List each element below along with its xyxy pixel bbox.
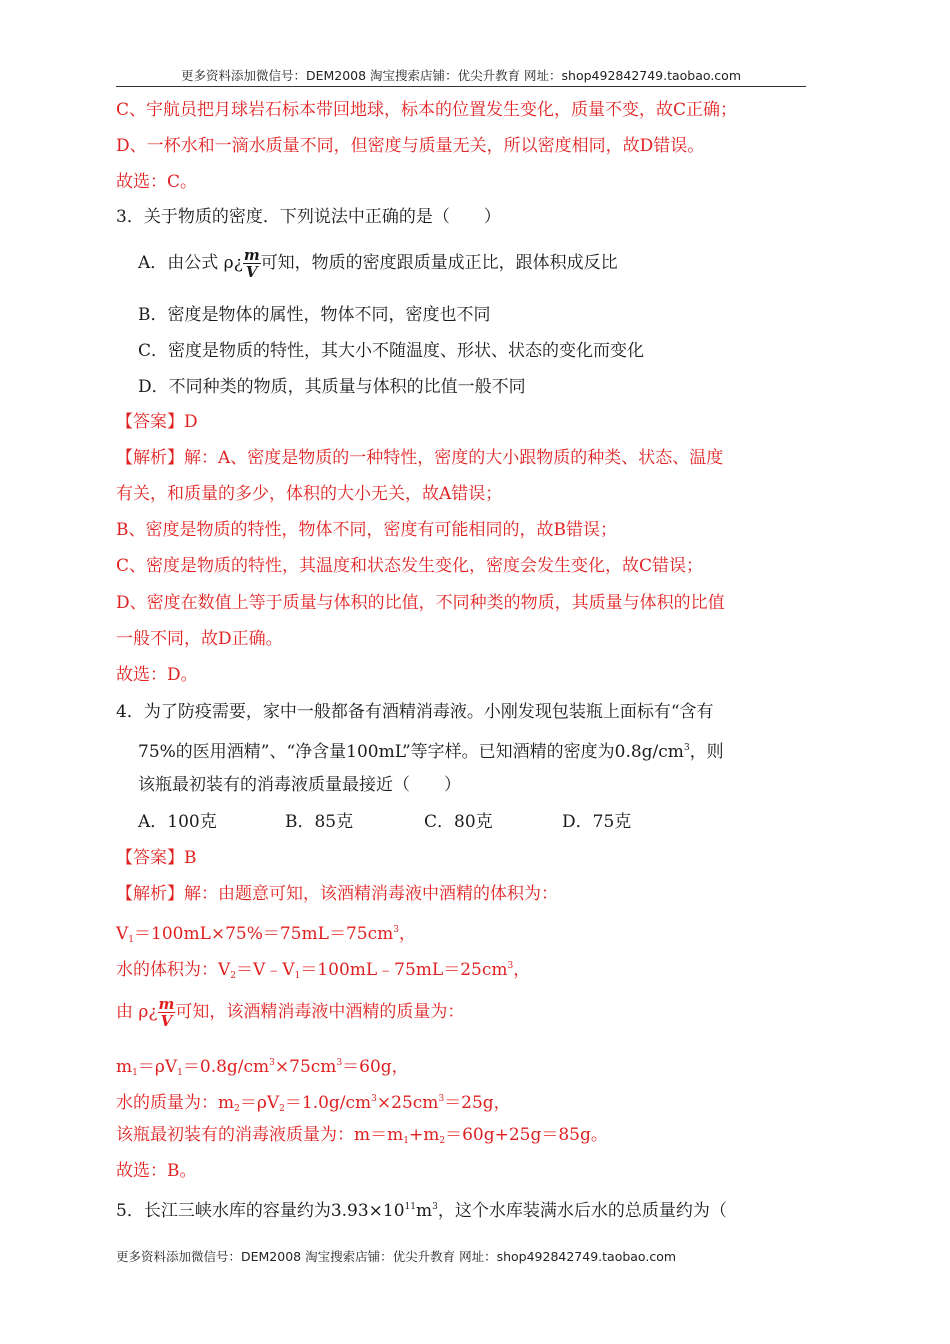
q4-explanation-1: 【解析】解：由题意可知，该酒精消毒液中酒精的体积为： bbox=[116, 884, 558, 904]
q3-stem: 3．关于物质的密度．下列说法中正确的是（ ） bbox=[116, 207, 501, 227]
q3-option-d: D．不同种类的物质，其质量与体积的比值一般不同 bbox=[138, 377, 526, 397]
q4-option-d: D．75克 bbox=[562, 812, 632, 832]
q3-explanation-3: B、密度是物质的特性，物体不同，密度有可能相同的，故B错误； bbox=[116, 520, 617, 540]
q4-options bbox=[138, 811, 631, 833]
q3-answer: 【答案】D bbox=[116, 412, 198, 432]
q4-option-c: C．80克 bbox=[424, 812, 493, 832]
q3-explanation-1: 【解析】解：A、密度是物质的一种特性，密度的大小跟物质的种类、状态、温度 bbox=[116, 448, 724, 468]
page-footer: 更多资料添加微信号：DEM2008 淘宝搜索店铺：优尖升教育 网址：shop492842749.taobao.com bbox=[116, 1249, 677, 1264]
q4-explanation-5: $m_1=\rho V_1=0.8g/cm^3\times 75cm^3=60g$， bbox=[116, 1057, 409, 1078]
q5-stem: 5．长江三峡水库的容量约为$3.93\times 10^{11}m^3$，这个水库装满水后水的总质量约为（ bbox=[116, 1201, 727, 1221]
q4-option-b: B．85克 bbox=[285, 812, 354, 832]
q4-stem-3: 该瓶最初装有的消毒液质量最接近（ ） bbox=[138, 775, 461, 795]
q4-explanation-6: 水的质量为：$m_2=\rho V_2=1.0g/cm^3\times 25cm^3=25g$， bbox=[116, 1093, 511, 1114]
prev-choice: 故选：C。 bbox=[116, 172, 198, 192]
q3-option-a: A．由公式 ρ¿ $\frac{m}{V}$ 可知，物质的密度跟质量成正比，跟体积成反比 bbox=[138, 246, 618, 281]
q3-explanation-5: D、密度在数值上等于质量与体积的比值，不同种类的物质，其质量与体积的比值 bbox=[116, 593, 725, 613]
q4-explanation-3: 水的体积为：$V_2=V﹣V_1=100mL﹣75mL=25cm^3$， bbox=[116, 960, 531, 981]
q4-explanation-7: 该瓶最初装有的消毒液质量为：$m=m_1+m_2=60g+25g=85g$。 bbox=[116, 1125, 608, 1146]
header-divider bbox=[116, 86, 806, 87]
density-fraction: $\frac{m}{V}$ bbox=[243, 246, 260, 281]
page-header: 更多资料添加微信号：DEM2008 淘宝搜索店铺：优尖升教育 网址：shop492842749.taobao.com bbox=[180, 68, 742, 83]
q4-explanation-2: $V_1=100mL\times 75\%=75mL=75cm^3$， bbox=[116, 924, 416, 945]
q4-choice: 故选：B。 bbox=[116, 1161, 197, 1181]
density-fraction-2: $\frac{m}{V}$ bbox=[158, 995, 175, 1030]
q3-explanation-6: 一般不同，故D正确。 bbox=[116, 629, 283, 649]
q3-option-b: B．密度是物体的属性，物体不同，密度也不同 bbox=[138, 305, 491, 325]
q4-explanation-4: 由 ρ¿ $\frac{m}{V}$ 可知，该酒精消毒液中酒精的质量为： bbox=[116, 995, 465, 1030]
q4-option-a: A．100克 bbox=[138, 812, 217, 832]
q4-answer: 【答案】B bbox=[116, 848, 197, 868]
prev-explanation-c: C、宇航员把月球岩石标本带回地球，标本的位置发生变化，质量不变，故C正确； bbox=[116, 100, 738, 120]
q4-stem-1: 4．为了防疫需要，家中一般都备有酒精消毒液。小刚发现包装瓶上面标有“含有 bbox=[116, 702, 714, 722]
q4-stem-2: 75%的医用酒精”、“净含量100mL”等字样。已知酒精的密度为$0.8g/cm^3$，则 bbox=[138, 742, 724, 762]
q3-option-c: C．密度是物质的特性，其大小不随温度、形状、状态的变化而变化 bbox=[138, 341, 645, 361]
q3-explanation-2: 有关，和质量的多少，体积的大小无关，故A错误； bbox=[116, 484, 503, 504]
q3-choice: 故选：D。 bbox=[116, 665, 198, 685]
prev-explanation-d: D、一杯水和一滴水质量不同，但密度与质量无关，所以密度相同，故D错误。 bbox=[116, 136, 705, 156]
q3-explanation-4: C、密度是物质的特性，其温度和状态发生变化，密度会发生变化，故C错误； bbox=[116, 556, 704, 576]
